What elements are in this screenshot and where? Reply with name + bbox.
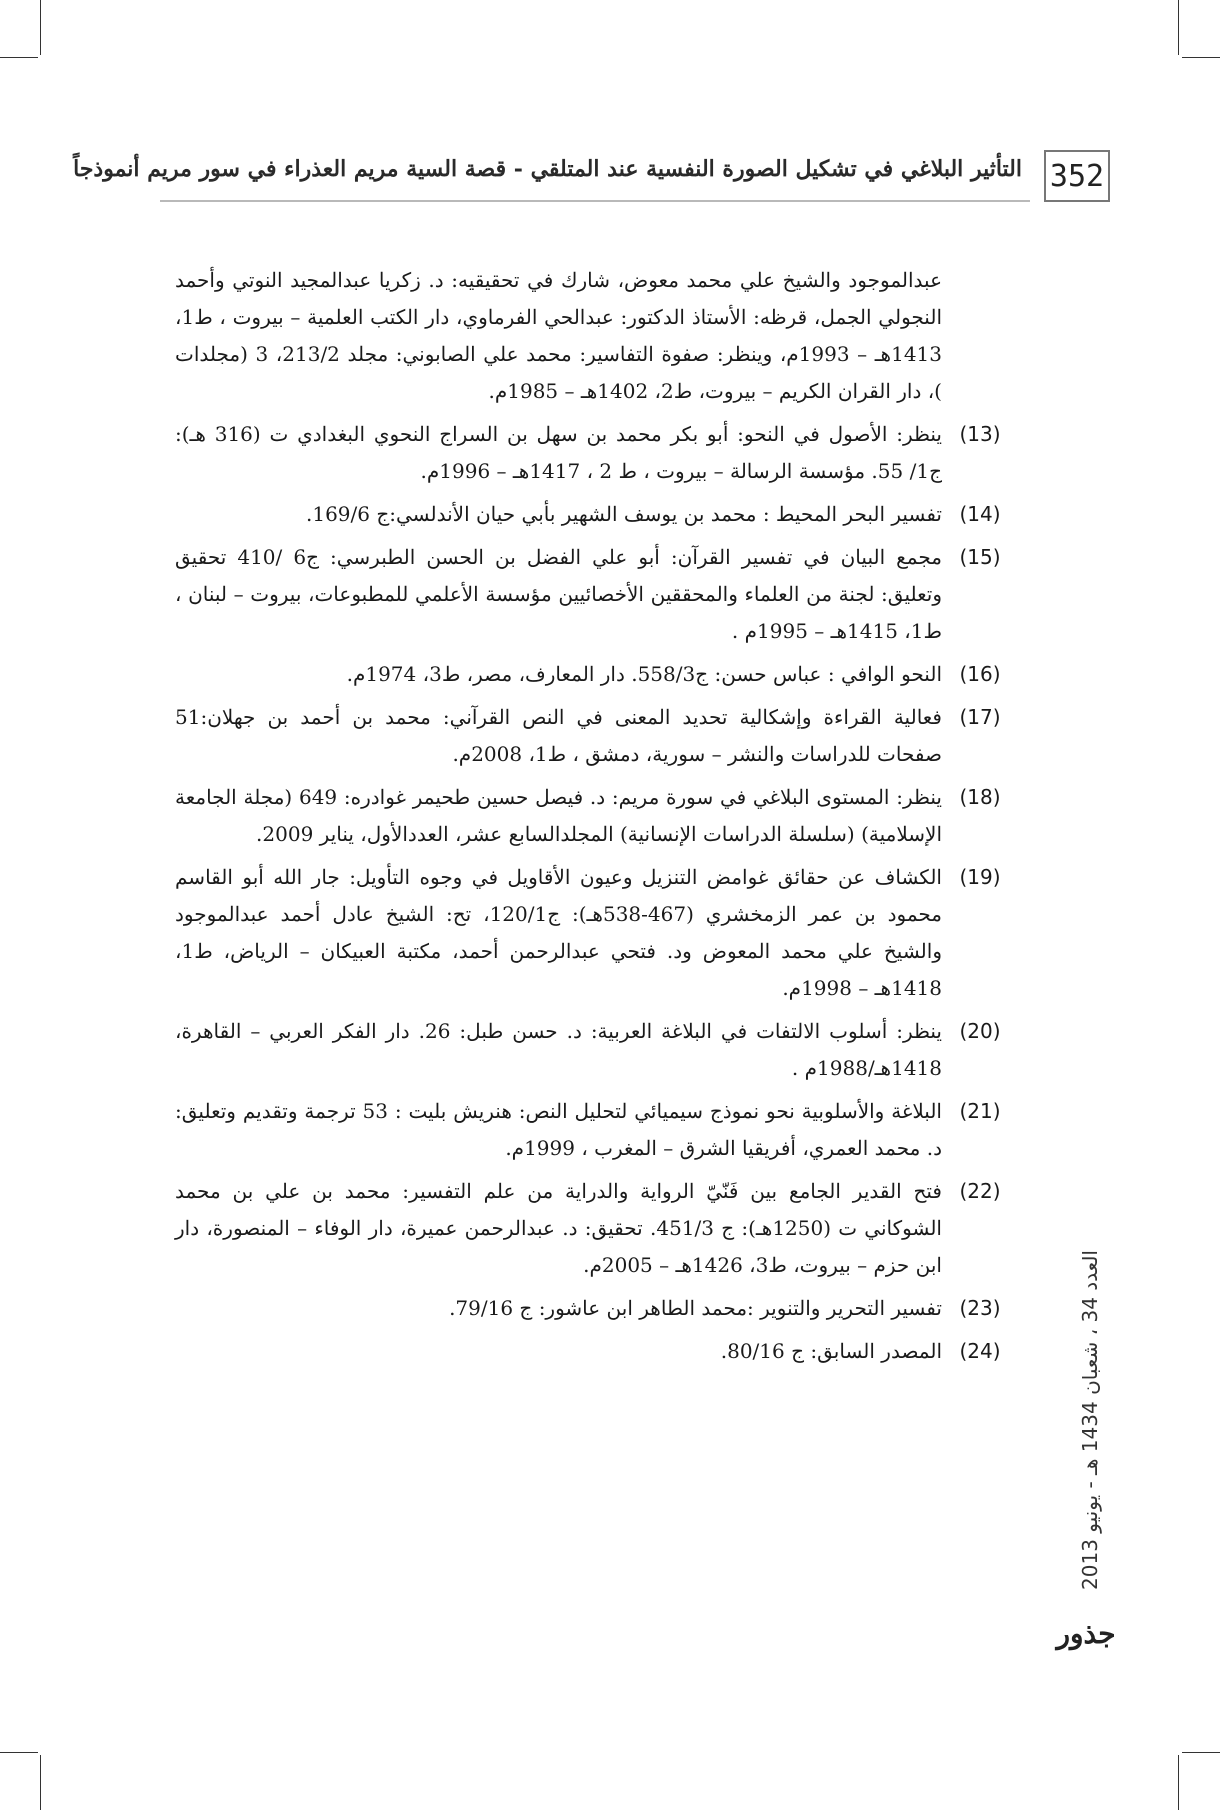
footnote-text: ينظر: المستوى البلاغي في سورة مريم: د. فيصل حسين طحيمر غوادره: 649 (مجلة الجامعة الإسلامية) (سلسلة الدراسات الإنسانية) المجلدالسابع عشر، العددالأول، يناير 2009.: [175, 785, 942, 846]
footnote-number: (16): [959, 662, 1001, 686]
footnote-text: ينظر: الأصول في النحو: أبو بكر محمد بن سهل بن السراج النحوي البغدادي ت (316 هـ): ج1/ 55. مؤسسة الرسالة – بيروت ، ط 2 ، 1417هـ – 1996م.: [175, 422, 942, 483]
footnote-text: النحو الوافي : عباس حسن: ج558/3. دار المعارف، مصر، ط3، 1974م.: [346, 662, 942, 686]
footnote-text: فعالية القراءة وإشكالية تحديد المعنى في النص القرآني: محمد بن أحمد بن جهلان:51 صفحات للدراسات والنشر – سورية، دمشق ، ط1، 2008م.: [175, 705, 942, 766]
footnote-17: [175, 699, 1010, 773]
footnotes-section: [175, 262, 1010, 1376]
footnote-number: (22): [959, 1179, 1001, 1203]
footnote-text: تفسير البحر المحيط : محمد بن يوسف الشهير بأبي حيان الأندلسي:ج 169/6.: [305, 502, 942, 526]
footnote-number: (21): [959, 1099, 1001, 1123]
footnote-text: البلاغة والأسلوبية نحو نموذج سيميائي لتحليل النص: هنريش بليت : 53 ترجمة وتقديم وتعليق: د. محمد العمري، أفريقيا الشرق – المغرب ، 1999م.: [175, 1099, 942, 1160]
crop-mark: [1182, 1752, 1220, 1753]
issue-info: العدد 34 ، شعبان 1434 هـ - يونيو 2013: [1078, 1250, 1102, 1590]
running-title: التأثير البلاغي في تشكيل الصورة النفسية عند المتلقي - قصة السية مريم العذراء في سور مريم أنموذجاً: [73, 156, 1022, 182]
footnote-18: [175, 779, 1010, 853]
footnote-22: [175, 1173, 1010, 1284]
footnote-continuation: عبدالموجود والشيخ علي محمد معوض، شارك في تحقيقيه: د. زكريا عبدالمجيد النوتي وأحمد النجولي الجمل، قرظه: الأستاذ الدكتور: عبدالحي الفرماوي، دار الكتب العلمية – بيروت ، ط1، 1413هـ – 1993م، وينظر: صفوة التفاسير: محمد علي الصابوني: مجلد 213/2، 3 (مجلدات )، دار القران الكريم – بيروت، ط2، 1402هـ – 1985م.: [175, 268, 943, 403]
footnote-number: (15): [959, 545, 1001, 569]
footnote-number: (24): [959, 1339, 1001, 1363]
footnote-19: [175, 859, 1010, 1007]
crop-mark: [40, 0, 41, 55]
footnote-text: تفسير التحرير والتنوير :محمد الطاهر ابن عاشور: ج 79/16.: [449, 1296, 942, 1320]
page-header: [73, 150, 1110, 202]
footnote-text: المصدر السابق: ج 80/16.: [720, 1339, 942, 1363]
footnote-number: (23): [959, 1296, 1001, 1320]
page-number: 352: [1044, 150, 1110, 202]
footnote-number: (18): [959, 785, 1001, 809]
footnote-21: [175, 1093, 1010, 1167]
footnote-15: [175, 539, 1010, 650]
journal-logo: جذور: [1056, 1616, 1116, 1650]
crop-mark: [1182, 57, 1220, 58]
header-divider: [160, 200, 1030, 202]
footnote-number: (19): [959, 865, 1001, 889]
footnote-24: [175, 1333, 1010, 1370]
footnote-number: (13): [959, 422, 1001, 446]
crop-mark: [1178, 1755, 1179, 1810]
crop-mark: [40, 1755, 41, 1810]
footnote-13: [175, 416, 1010, 490]
footnote-14: [175, 496, 1010, 533]
footnote-text: ينظر: أسلوب الالتفات في البلاغة العربية: د. حسن طبل: 26. دار الفكر العربي – القاهرة، 1418هـ/1988م .: [175, 1019, 943, 1080]
footnote-number: (20): [959, 1019, 1001, 1043]
crop-mark: [1178, 0, 1179, 55]
footnote-text: فتح القدير الجامع بين فَنّيّ الرواية والدراية من علم التفسير: محمد بن علي بن محمد الشوكاني ت (1250هـ): ج 451/3. تحقيق: د. عبدالرحمن عميرة، دار الوفاء – المنصورة، دار ابن حزم – بيروت، ط3، 1426هـ – 2005م.: [175, 1179, 942, 1277]
footnote-number: (17): [959, 705, 1001, 729]
footnote-16: [175, 656, 1010, 693]
footnote-23: [175, 1290, 1010, 1327]
crop-mark: [0, 1752, 38, 1753]
footnote-20: [175, 1013, 1010, 1087]
footnote-number: (14): [959, 502, 1001, 526]
footnote-text: مجمع البيان في تفسير القرآن: أبو علي الفضل بن الحسن الطبرسي: ج6 /410 تحقيق وتعليق: لجنة من العلماء والمحققين الأخصائيين مؤسسة الأعلمي للمطبوعات، بيروت – لبنان ، ط1، 1415هـ – 1995م .: [175, 545, 942, 643]
crop-mark: [0, 57, 38, 58]
footnote-text: الكشاف عن حقائق غوامض التنزيل وعيون الأقاويل في وجوه التأويل: جار الله أبو القاسم محمود بن عمر الزمخشري (467-538هـ): ج120/1، تح: الشيخ عادل أحمد عبدالموجود والشيخ علي محمد المعوض ود. فتحي عبدالرحمن أحمد، مكتبة العبيكان – الرياض، ط1، 1418هـ – 1998م.: [175, 865, 943, 1000]
